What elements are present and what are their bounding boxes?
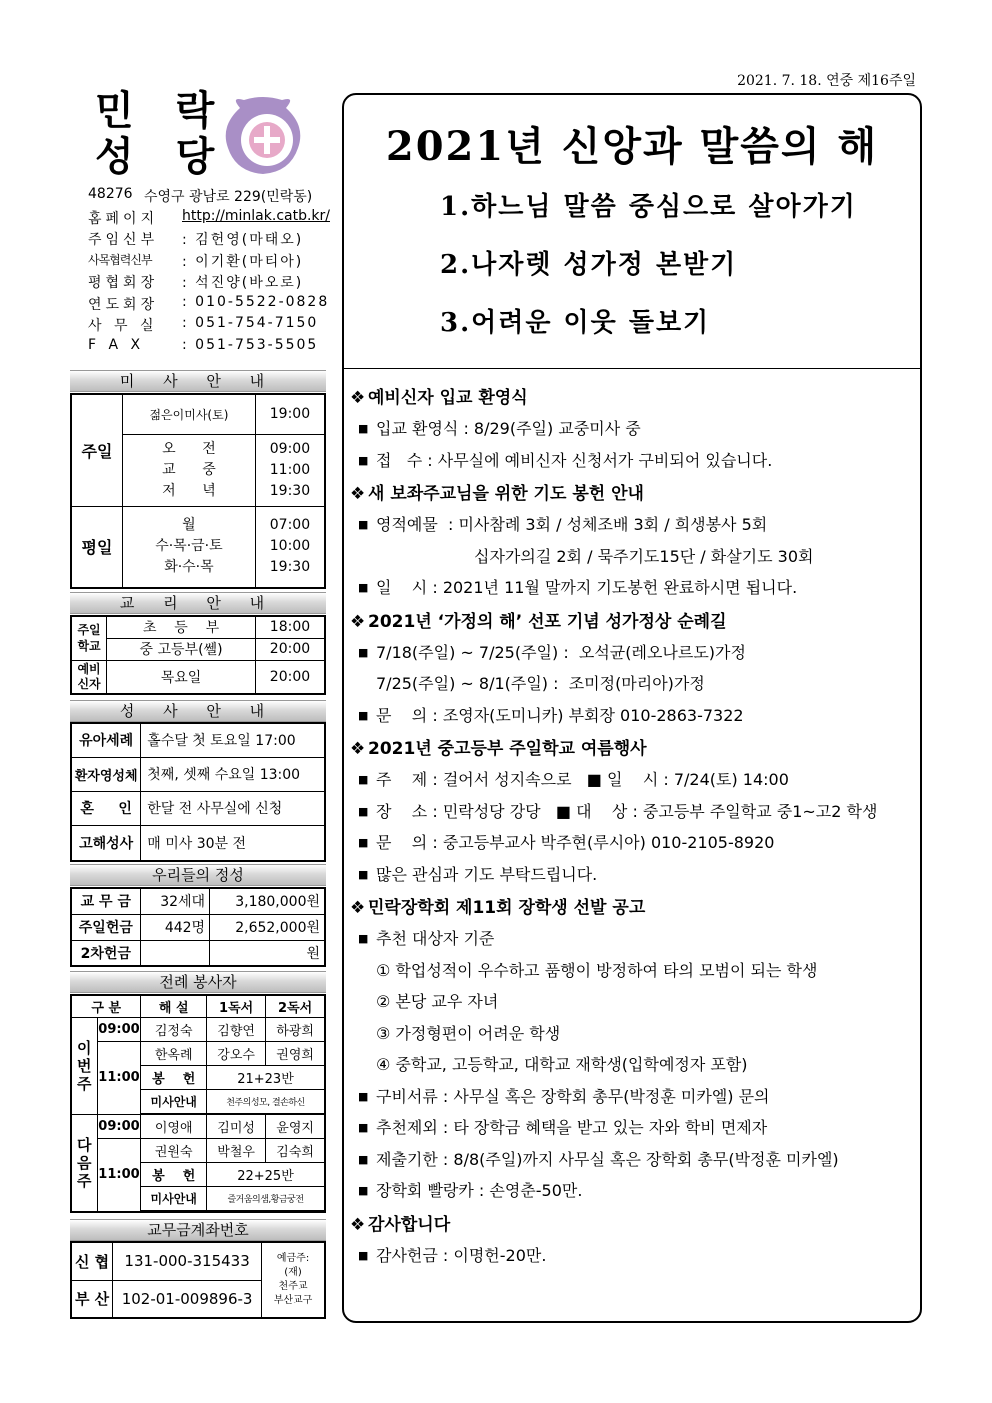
section-item-text: ② 본당 교우 자녀 [376, 992, 499, 1011]
section-title: ❖ 새 보좌주교님을 위한 기도 봉헌 안내 [350, 480, 910, 510]
info-value: : 석진양(바오로) [182, 275, 304, 291]
square-bullet-icon: ■ [358, 1184, 369, 1197]
theme-item: 1.하느님 말씀 중심으로 살아가기 [440, 192, 857, 222]
diamond-bullet-icon: ❖ [350, 388, 366, 408]
offering-header: 우리들의 정성 [70, 864, 326, 886]
section-title: ❖ 민락장학회 제11회 장학생 선발 공고 [350, 894, 910, 924]
section-item [350, 1050, 910, 1082]
ministers-header: 전례 봉사자 [70, 971, 326, 993]
section-item [350, 638, 910, 670]
section-item [350, 765, 910, 797]
homepage-link[interactable]: http://minlak.catb.kr/ [182, 207, 330, 224]
section-item [350, 542, 910, 574]
section-item [350, 669, 910, 701]
square-bullet-icon: ■ [358, 773, 369, 786]
year-theme-title: 2021년 신앙과 말씀의 해 [385, 123, 879, 170]
info-row [88, 229, 338, 251]
section-item [350, 1176, 910, 1208]
info-value: : 김헌영(마태오) [182, 232, 304, 248]
square-bullet-icon: ■ [358, 932, 369, 945]
section-item-text: ③ 가정형편이 어려운 학생 [376, 1023, 561, 1043]
section-item-text: 추천 대상자 기준 [376, 929, 495, 948]
weekday-label: 평일 [71, 506, 123, 588]
info-label: 사 무 실 [88, 318, 158, 334]
account-header: 교무금계좌번호 [70, 1219, 326, 1241]
section-item [350, 1082, 910, 1114]
section-item-text: 7/25(주일) ~ 8/1(주일) : 조미정(마리아)가정 [376, 674, 705, 693]
section-item [350, 924, 910, 956]
square-bullet-icon: ■ [358, 645, 369, 659]
year-theme-list [440, 186, 857, 360]
sacrament-table: 유아세례 홀수달 첫 토요일 17:00 환자영성체 첫째, 셋째 수요일 13:00 혼 인 한달 전 사무실에 신청 고해성사 매 미사 30분 전 [70, 722, 326, 862]
section-item-text: 많은 관심과 기도 부탁드립니다. [376, 864, 598, 884]
diamond-bullet-icon: ❖ [350, 1214, 366, 1235]
square-bullet-icon: ■ [358, 453, 369, 467]
square-bullet-icon: ■ [358, 804, 369, 818]
section-item [350, 414, 910, 446]
section-item-text: ① 학업성적이 우수하고 품행이 방정하여 타의 모범이 되는 학생 [376, 960, 818, 980]
diamond-bullet-icon: ❖ [350, 484, 366, 504]
section-item-text: 영적예물 : 미사참례 3회 / 성체조배 3회 / 희생봉사 5회 [376, 515, 768, 534]
info-label: 평협회장 [88, 275, 159, 291]
church-name [95, 88, 228, 180]
section-item-text: 감사헌금 : 이명헌-20만. [376, 1245, 547, 1265]
issue-date: 2021. 7. 18. 연중 제16주일 [737, 73, 916, 89]
section-item-text: 일 시 : 2021년 11월 말까지 기도봉헌 완료하시면 됩니다. [376, 578, 798, 597]
diamond-bullet-icon: ❖ [350, 739, 366, 759]
square-bullet-icon: ■ [358, 708, 369, 722]
square-bullet-icon: ■ [358, 422, 369, 435]
section-item [350, 573, 910, 605]
section-item-text: 문 의 : 조영자(도미니카) 부회장 010-2863-7322 [376, 705, 744, 725]
info-row [88, 337, 338, 359]
info-value: 수영구 광남로 229(민락동) [144, 189, 313, 205]
info-value: : 이기환(마티아) [182, 253, 304, 270]
diamond-bullet-icon: ❖ [350, 611, 366, 632]
section-item-text: 추천제외 : 타 장학금 혜택을 받고 있는 자와 학비 면제자 [376, 1118, 768, 1137]
announcements [350, 384, 910, 1275]
doctrine-header: 교 리 안 내 [70, 592, 326, 614]
section-item-text: 주 제 : 걸어서 성지속으로 ■ 일 시 : 7/24(토) 14:00 [376, 770, 789, 789]
section-item-text: 접 수 : 사무실에 예비신자 신청서가 구비되어 있습니다. [376, 450, 773, 470]
section-item-text: 십자가의길 2회 / 묵주기도15단 / 화살기도 30회 [474, 546, 814, 566]
church-name-line2: 성 당 [95, 133, 229, 180]
section-item-text: ④ 중학교, 고등학교, 대학교 재학생(입학예정자 포함) [376, 1055, 748, 1074]
section-title: ❖ 예비신자 입교 환영식 [350, 384, 910, 414]
section-item [350, 1241, 910, 1273]
section-title: ❖ 감사합니다 [350, 1211, 910, 1241]
church-logo-icon [220, 96, 306, 176]
section-item-text: 장학회 빨랑카 : 손영춘-50만. [376, 1181, 583, 1200]
section-item [350, 987, 910, 1019]
info-row [88, 272, 338, 294]
info-label: 홈페이지 [88, 210, 159, 227]
sunday-label: 주일 [71, 394, 123, 506]
sacrament-header: 성 사 안 내 [70, 700, 326, 722]
church-name-line1: 민 락 [95, 87, 229, 134]
doctrine-table: 주일 학교 초 등 부 18:00 중 고등부(쎌) 20:00 예비 신자 목요일 20:00 [70, 615, 326, 695]
square-bullet-icon: ■ [358, 1121, 369, 1134]
info-row [88, 294, 338, 316]
theme-item: 3.어려운 이웃 돌보기 [440, 308, 711, 338]
info-label: F A X [88, 336, 145, 353]
square-bullet-icon: ■ [358, 867, 369, 881]
square-bullet-icon: ■ [358, 581, 369, 594]
info-value: : 051-754-7150 [182, 315, 319, 331]
info-row [88, 186, 338, 208]
square-bullet-icon: ■ [358, 518, 369, 531]
offering-table: 교 무 금 32세대 3,180,000원 주일헌금 442명 2,652,000원 2차헌금 원 [70, 887, 326, 967]
section-item [350, 797, 910, 829]
section-item [350, 956, 910, 988]
section-item [350, 446, 910, 478]
info-label: 연도회장 [88, 296, 159, 313]
info-label: 주임신부 [88, 232, 159, 248]
section-item-text: 구비서류 : 사무실 혹은 장학회 총무(박정훈 미카엘) 문의 [376, 1086, 770, 1106]
square-bullet-icon: ■ [358, 1089, 369, 1103]
diamond-bullet-icon: ❖ [350, 898, 366, 918]
section-item-text: 입교 환영식 : 8/29(주일) 교중미사 중 [376, 419, 641, 438]
info-value: : 051-753-5505 [182, 336, 319, 353]
church-info [88, 186, 338, 358]
square-bullet-icon: ■ [358, 836, 369, 849]
section-item [350, 828, 910, 860]
info-label: 48276 [88, 186, 133, 202]
section-item [350, 860, 910, 892]
section-item-text: 문 의 : 중고등부교사 박주현(루시아) 010-2105-8920 [376, 833, 775, 852]
square-bullet-icon: ■ [358, 1152, 369, 1166]
info-value: : 010-5522-0828 [182, 293, 330, 310]
section-item [350, 1145, 910, 1177]
divider [342, 368, 920, 369]
mass-schedule-table: 주일 젊은이미사(토) 19:00 오 전 교 중 저 녁 09:00 11:00 19:30 평일 월 수·목·금·토 화·수·목 07:00 10:00 19:30 [70, 393, 326, 589]
section-item [350, 1019, 910, 1051]
section-item-text: 장 소 : 민락성당 강당 ■ 대 상 : 중고등부 주일학교 중1~고2 학생 [376, 801, 878, 821]
section-item [350, 701, 910, 733]
section-item-text: 7/18(주일) ~ 7/25(주일) : 오석균(레오나르도)가정 [376, 642, 746, 662]
info-row [88, 208, 338, 230]
info-row [88, 251, 338, 273]
info-label: 사목협력신부 [88, 252, 152, 267]
square-bullet-icon: ■ [358, 1248, 369, 1262]
account-table: 신 협 131-000-315433 예금주: (재) 천주교 부산교구 부 산 102-01-009896-3 [70, 1241, 326, 1319]
section-item [350, 510, 910, 542]
section-title: ❖ 2021년 중고등부 주일학교 여름행사 [350, 735, 910, 765]
mass-schedule-header: 미 사 안 내 [70, 370, 326, 392]
section-item-text: 제출기한 : 8/8(주일)까지 사무실 혹은 장학회 총무(박정훈 미카엘) [376, 1149, 839, 1169]
info-row [88, 315, 338, 337]
ministers-table: 구 분 해 설 1독서 2독서 이번주 09:00 김정숙 김향연 하광희 11:00 한옥례 강오수 권영희 봉 헌 21+23반 미사안내 천주의성모, 결손하신 다음주 09:00 이영애 김미성 윤영지 11:00 권원숙 박철우 김숙희 봉 헌 22+25반 미사안내 즐거움의샘,황금궁전 [70, 994, 326, 1213]
section-item [350, 1113, 910, 1145]
section-title: ❖ 2021년 ‘가정의 해’ 선포 기념 성가정상 순례길 [350, 608, 910, 638]
theme-item: 2.나자렛 성가정 본받기 [440, 250, 738, 280]
